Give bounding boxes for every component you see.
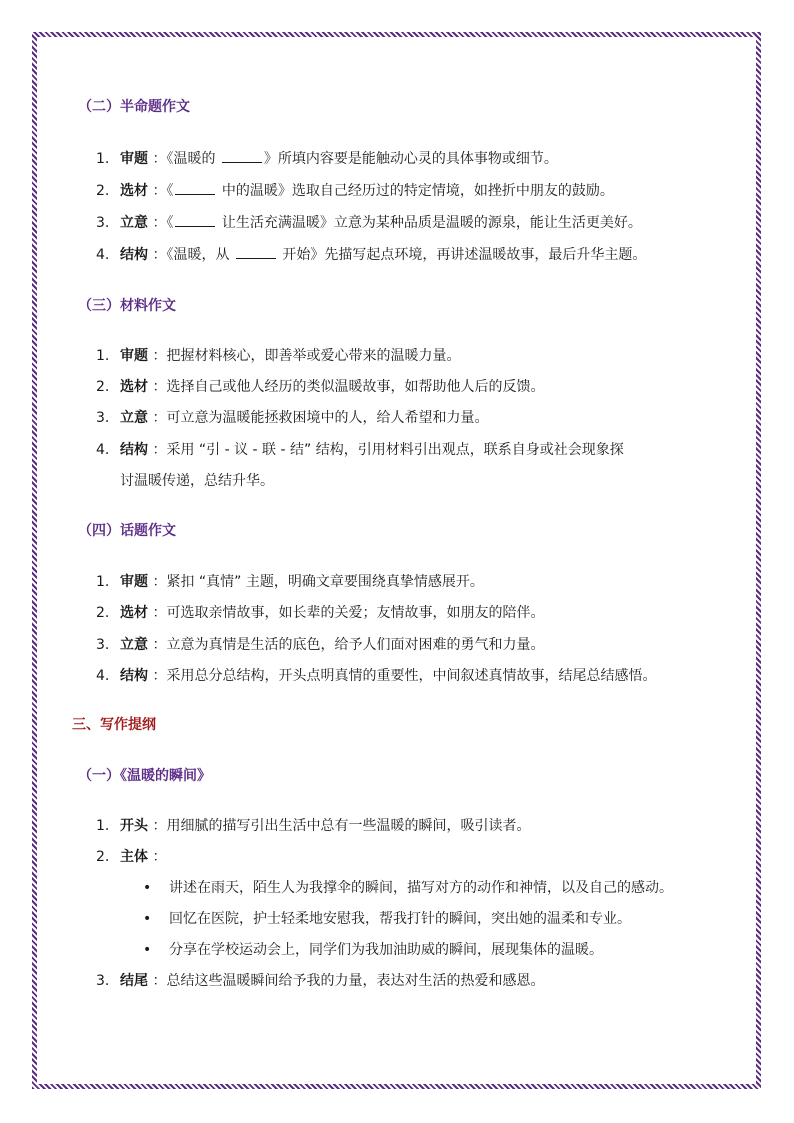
item-text: ：采用 “引 - 议 - 联 - 结” 结构，引用材料引出观点，联系自身或社会现象探: [148, 442, 624, 458]
item-label: 立意: [120, 410, 148, 426]
item-label: 结构: [120, 668, 148, 684]
list-item: [96, 970, 544, 990]
blank-line: [236, 246, 276, 259]
item-text: ：《温暖的: [148, 151, 220, 167]
item-label: 选材: [120, 183, 148, 199]
list-item: [96, 602, 544, 622]
blank-line: [222, 150, 262, 163]
list-item: [96, 180, 614, 200]
item-text-tail: 》所填内容要是能触动心灵的具体事物或细节。: [263, 151, 558, 167]
heading-topic: （四）话题作文: [78, 523, 176, 539]
item-text: ：可立意为温暖能拯救困境中的人，给人希望和力量。: [148, 410, 489, 426]
list-item: [96, 665, 656, 685]
item-number: 2.: [96, 183, 110, 199]
item-text: ：《: [148, 215, 174, 231]
bullet-item: [143, 877, 673, 897]
list-item: [96, 571, 484, 591]
item-text-tail: 开始》先描写起点环境，再讲述温暖故事，最后升华主题。: [277, 247, 647, 263]
list-item: [96, 815, 530, 835]
item-number: 3.: [96, 973, 110, 989]
item-number: 3.: [96, 215, 110, 231]
item-number: 1.: [96, 151, 110, 167]
bullet-item: [143, 939, 603, 959]
bullet-text: 讲述在雨天，陌生人为我撑伞的瞬间，描写对方的动作和神情，以及自己的感动。: [169, 880, 673, 896]
heading-half-title: （二）半命题作文: [78, 99, 190, 115]
item-number: 1.: [96, 574, 110, 590]
item-text: ：立意为真情是生活的底色，给予人们面对困难的勇气和力量。: [148, 637, 545, 653]
item-number: 2.: [96, 379, 110, 395]
list-item: [96, 376, 544, 396]
item-text: ：采用总分总结构，开头点明真情的重要性，中间叙述真情故事，结尾总结感悟。: [148, 668, 657, 684]
item-label: 结构: [120, 247, 148, 263]
list-item: [96, 244, 646, 264]
list-item: [96, 634, 544, 654]
item-text: ：用细腻的描写引出生活中总有一些温暖的瞬间，吸引读者。: [148, 818, 531, 834]
blank-line: [175, 182, 215, 195]
item-text: ：选择自己或他人经历的类似温暖故事，如帮助他人后的反馈。: [148, 379, 545, 395]
item-label: 结尾: [120, 973, 148, 989]
list-item: [96, 148, 558, 168]
heading-material: （三）材料作文: [78, 298, 176, 314]
item-text-tail: 中的温暖》选取自己经历过的特定情境，如挫折中朋友的鼓励。: [217, 183, 614, 199]
list-item: [96, 212, 642, 232]
item-label: 选材: [120, 605, 148, 621]
item-text: ：紧扣 “真情” 主题，明确文章要围绕真挚情感展开。: [148, 574, 484, 590]
item-number: 4.: [96, 442, 110, 458]
item-number: 2.: [96, 605, 110, 621]
item-label: 结构: [120, 442, 148, 458]
bullet-icon: •: [143, 942, 152, 958]
item-text-tail: 让生活充满温暖》立意为某种品质是温暖的源泉，能让生活更美好。: [217, 215, 642, 231]
item-number: 3.: [96, 410, 110, 426]
list-item: [96, 439, 624, 459]
item-text: ：可选取亲情故事，如长辈的关爱；友情故事，如朋友的陪伴。: [148, 605, 545, 621]
bullet-item: [143, 908, 631, 928]
item-label: 主体: [120, 849, 148, 865]
list-item: [96, 345, 460, 365]
item-text: ：《: [148, 183, 174, 199]
item-continuation: 讨温暖传递，总结升华。: [120, 473, 274, 489]
list-item: [96, 407, 488, 427]
item-label: 审题: [120, 348, 148, 364]
item-label: 审题: [120, 151, 148, 167]
item-number: 4.: [96, 668, 110, 684]
item-text: ：《温暖，从: [148, 247, 234, 263]
item-number: 4.: [96, 247, 110, 263]
item-label: 选材: [120, 379, 148, 395]
bullet-text: 分享在学校运动会上，同学们为我加油助威的瞬间，展现集体的温暖。: [169, 942, 603, 958]
list-item: [96, 846, 166, 866]
item-label: 立意: [120, 215, 148, 231]
item-number: 3.: [96, 637, 110, 653]
bullet-icon: •: [143, 911, 152, 927]
bullet-icon: •: [143, 880, 152, 896]
item-number: 1.: [96, 818, 110, 834]
item-number: 1.: [96, 348, 110, 364]
item-number: 2.: [96, 849, 110, 865]
item-text: ：总结这些温暖瞬间给予我的力量，表达对生活的热爱和感恩。: [148, 973, 545, 989]
item-label: 立意: [120, 637, 148, 653]
item-text: ：: [148, 849, 167, 865]
heading-outline-sub: （一）《温暖的瞬间》: [78, 768, 211, 784]
heading-outline: 三、写作提纲: [72, 717, 156, 733]
blank-line: [175, 214, 215, 227]
item-label: 开头: [120, 818, 148, 834]
item-text: ：把握材料核心，即善举或爱心带来的温暖力量。: [148, 348, 461, 364]
item-label: 审题: [120, 574, 148, 590]
bullet-text: 回忆在医院，护士轻柔地安慰我，帮我打针的瞬间，突出她的温柔和专业。: [169, 911, 631, 927]
